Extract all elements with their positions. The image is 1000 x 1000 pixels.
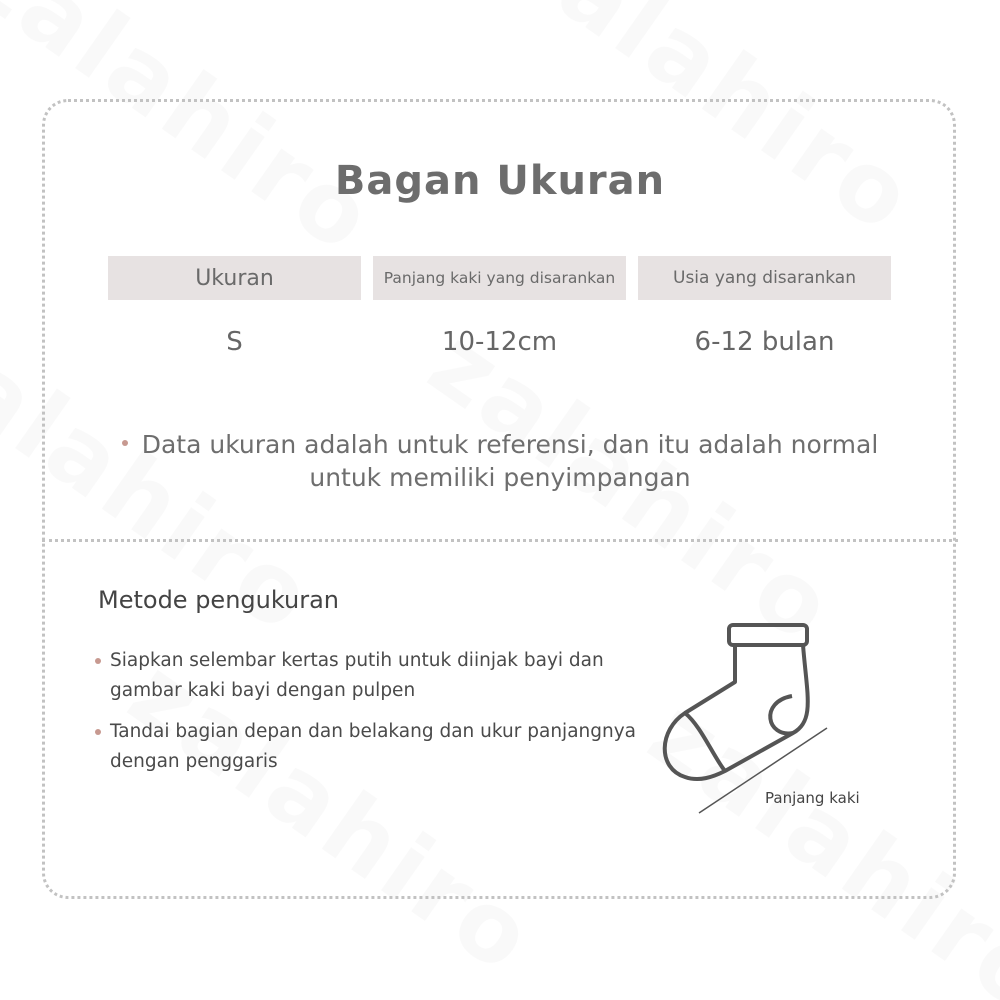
bullet-dot [95, 729, 101, 735]
bullet-dot [122, 440, 128, 446]
reference-note [0, 428, 1000, 494]
step-item [95, 646, 655, 706]
header-foot-length: Panjang kaki yang disarankan [373, 256, 626, 300]
step-line: dengan penggaris [110, 751, 278, 772]
bullet-dot [95, 658, 101, 664]
step-line: Tandai bagian depan dan belakang dan ukur panjangnya [110, 721, 637, 742]
cell-foot-length: 10-12cm [441, 327, 558, 357]
method-title: Metode pengukuran [98, 586, 340, 614]
page-title: Bagan Ukuran [334, 158, 666, 204]
step-item [95, 717, 655, 777]
header-age: Usia yang disarankan [638, 256, 891, 300]
section-divider [42, 539, 958, 542]
step-line: Siapkan selembar kertas putih untuk diinjak bayi dan [110, 650, 604, 671]
note-line-1: Data ukuran adalah untuk referensi, dan itu adalah normal [141, 430, 879, 459]
header-size: Ukuran [108, 256, 361, 300]
cell-age: 6-12 bulan [694, 327, 835, 357]
foot-length-label: Panjang kaki [765, 789, 860, 807]
cell-size: S [226, 327, 243, 357]
note-line-2: untuk memiliki penyimpangan [309, 463, 691, 492]
step-line: gambar kaki bayi dengan pulpen [110, 680, 416, 701]
